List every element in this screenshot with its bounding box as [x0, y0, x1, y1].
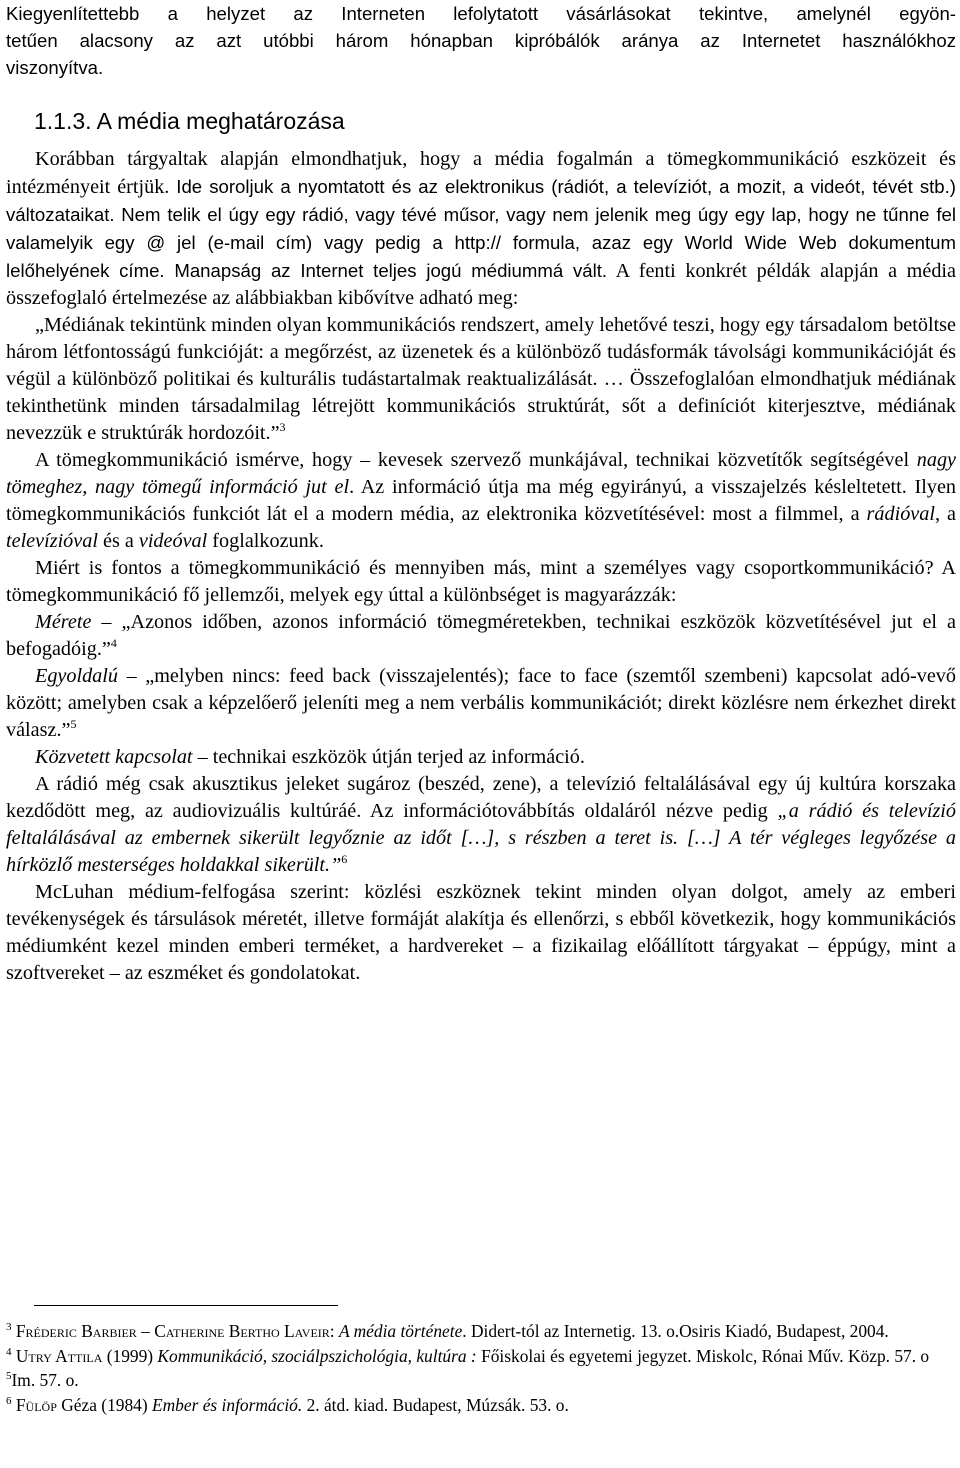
p1-sentence-d: A fenti konkrét példák alapján a média összefoglaló értelmezése az alábbiakban kibővítve adható meg:	[6, 260, 956, 309]
footnote-5	[6, 1368, 956, 1393]
footnote-6-rest: 2. átd. kiad. Budapest, Múzsák. 53. o.	[302, 1394, 569, 1415]
footnote-3-number: 3	[6, 1321, 12, 1333]
p1-sentence-b: Ide soroljuk a nyomtatott és az elektronikus (rádiót, a televíziót, a mozit, a videót, tévét stb.) változataikat.	[6, 176, 957, 225]
egyoldalu-text: – „melyben nincs: feed back (visszajelentés); face to face (szemtől szembeni) kapcsolat adó-vevő között; amelyben csak a képzelőerő jeleníti meg a nem verbális kommunikációt; direkt közlésre nem érkezhet direkt válasz.”	[6, 665, 956, 741]
footnote-ref-6: 6	[341, 852, 348, 866]
paragraph-media-definition	[6, 146, 956, 312]
quote-text: „Médiának tekintünk minden olyan kommunikációs rendszert, amely lehetővé teszi, hogy egy társadalom betöltse három létfontosságú funkcióját: a megőrzést, az üzenetek és a különböző tudásformák távolsági kommunikációját és végül a különböző politikai és kulturális tudástartalmak reaktualizálását. … Összefoglalóan elmondhatjuk médiának tekinthetünk minden társadalmilag létrejött kommunikációs struktúrát, sőt a definíciót kiterjesztve, médiának nevezzük e struktúrák hordozóit.”	[6, 314, 956, 444]
footnote-6-name: Géza (1984)	[56, 1394, 152, 1415]
p2-emphasis: nagy tömeghez, nagy tömegű információ jut el	[6, 449, 956, 498]
footnote-ref-3: 3	[279, 420, 286, 434]
p4-text: A rádió még csak akusztikus jeleket sugároz (beszéd, zene), a televízió feltalálásával egy új kultúra korszaka kezdődött meg, az audiovizuális kultúráé. Az információtovábbítás oldaláról nézve pedig	[6, 773, 956, 822]
meret-text: – „Azonos időben, azonos információ tömegméretekben, technikai eszközök közvetítésével jut el a befogadóig.”	[6, 611, 956, 660]
quote-paragraph	[6, 312, 956, 447]
footnote-4-author: Utry Attila	[15, 1345, 103, 1366]
body-text	[6, 146, 956, 987]
p2-tv: televízióval	[6, 530, 98, 552]
p2-text-b: . Az információ útja ma még egyirányú, a visszajelzés késleltetett. Ilyen tömegkommunikációs funkciót lát el a modern média, az elektronika közvetítésével: most a filmmel, a	[6, 476, 956, 525]
intro-line-3: viszonyítva.	[6, 57, 104, 78]
p2-video: videóval	[138, 530, 208, 552]
paragraph-mcluhan: McLuhan médium-felfogása szerint: közlési eszköznek tekint minden olyan dolgot, amely az emberi tevékenységek és társulások méretét, illetve formáját alakítja és ellenőrzi, s ebből következik, hogy kommunikációs médiumként kezel minden emberi terméket, a hardvereket – a fizikailag előállított tárgyakat – éppúgy, mint a szoftvereket – az eszméket és gondolatokat.	[6, 881, 956, 984]
paragraph-kozvetett	[6, 744, 956, 771]
paragraph-mass-communication	[6, 447, 956, 555]
footnote-3-title: A média története	[338, 1321, 463, 1341]
intro-paragraph	[6, 0, 956, 81]
p1-sentence-a: Korábban tárgyaltak alapján elmondhatjuk, hogy a média fogalmán a tömegkommunikáció eszközeit és intézményeit értjük.	[6, 148, 956, 198]
term-meret: Mérete	[35, 611, 92, 633]
footnote-4-rest: Főiskolai és egyetemi jegyzet. Miskolc, Rónai Műv. Közp. 57. o	[476, 1345, 930, 1366]
kozvetett-text: – technikai eszközök útján terjed az információ.	[192, 746, 585, 768]
paragraph-question: Miért is fontos a tömegkommunikáció és mennyiben más, mint a személyes vagy csoportkommunikáció? A tömegkommunikáció fő jellemzői, melyek egy úttal a különbséget is magyarázzák:	[6, 557, 956, 606]
footnote-6-number: 6	[6, 1394, 12, 1407]
p2-text-d: és a	[97, 530, 139, 552]
footnote-4-year: (1999)	[102, 1345, 158, 1366]
intro-line-1: Kiegyenlítettebb a helyzet az Interneten lefolytatott vásárlásokat tekintve, amelynél egyön-	[6, 3, 956, 24]
footnote-6-author: Fülöp	[15, 1394, 57, 1415]
footnote-3	[6, 1319, 956, 1344]
paragraph-radio-tv	[6, 771, 956, 879]
section-heading: 1.1.3. A média meghatározása	[34, 108, 345, 134]
term-kozvetett: Közvetett kapcsolat	[35, 746, 193, 768]
footnote-4	[6, 1344, 956, 1369]
footnote-3-rest: . Didert-tól az Internetig. 13. o.Osiris Kiadó, Budapest, 2004.	[462, 1321, 889, 1341]
p4-quote: „a rádió és televízió feltalálásával az embernek sikerült legyőznie az időt […], s részben a teret is. […] A tér végleges legyőzése a hírközlő mesterséges holdakkal sikerült.”	[6, 800, 956, 876]
term-egyoldalu: Egyoldalú	[35, 665, 118, 687]
p2-text-e: foglalkozunk.	[207, 530, 324, 552]
footnote-ref-5: 5	[70, 717, 77, 731]
paragraph-egyoldalu	[6, 663, 956, 744]
p2-text-c: , a	[934, 503, 956, 525]
footnote-4-number: 4	[6, 1345, 12, 1358]
footnote-3-colon: :	[329, 1321, 339, 1341]
intro-line-2: tetűen alacsony az azt utóbbi három hónapban kipróbálók aránya az Internetet használókhoz	[6, 30, 956, 51]
footnote-6	[6, 1393, 956, 1418]
footnote-6-title: Ember és információ.	[152, 1394, 303, 1415]
footnote-separator	[34, 1305, 338, 1306]
footnote-5-number: 5	[6, 1370, 12, 1383]
paragraph-meret	[6, 609, 956, 663]
footnotes	[6, 1319, 956, 1417]
p2-text-a: A tömegkommunikáció ismérve, hogy – kevesek szervező munkájával, technikai közvetítők segítségével	[35, 449, 917, 471]
p2-radio: rádióval	[866, 503, 935, 525]
p1-sentence-c: Nem telik el úgy egy rádió, vagy tévé műsor, vagy nem jelenik meg úgy egy lap, hogy ne tűnne fel valamelyik egy @ jel (e-mail cím) vagy pedig a http:// formula, azaz egy World Wide Web dokumentum lelőhelyének címe. Manapság az Internet teljes jogú médiummá vált.	[6, 204, 956, 281]
footnote-ref-4: 4	[110, 636, 117, 650]
footnote-4-title: Kommunikáció, szociálpszichológia, kultúra :	[157, 1345, 477, 1366]
footnote-3-author: Fréderic Barbier – Catherine Bertho Laveir	[15, 1321, 330, 1341]
footnote-5-rest: Im. 57. o.	[11, 1370, 79, 1391]
